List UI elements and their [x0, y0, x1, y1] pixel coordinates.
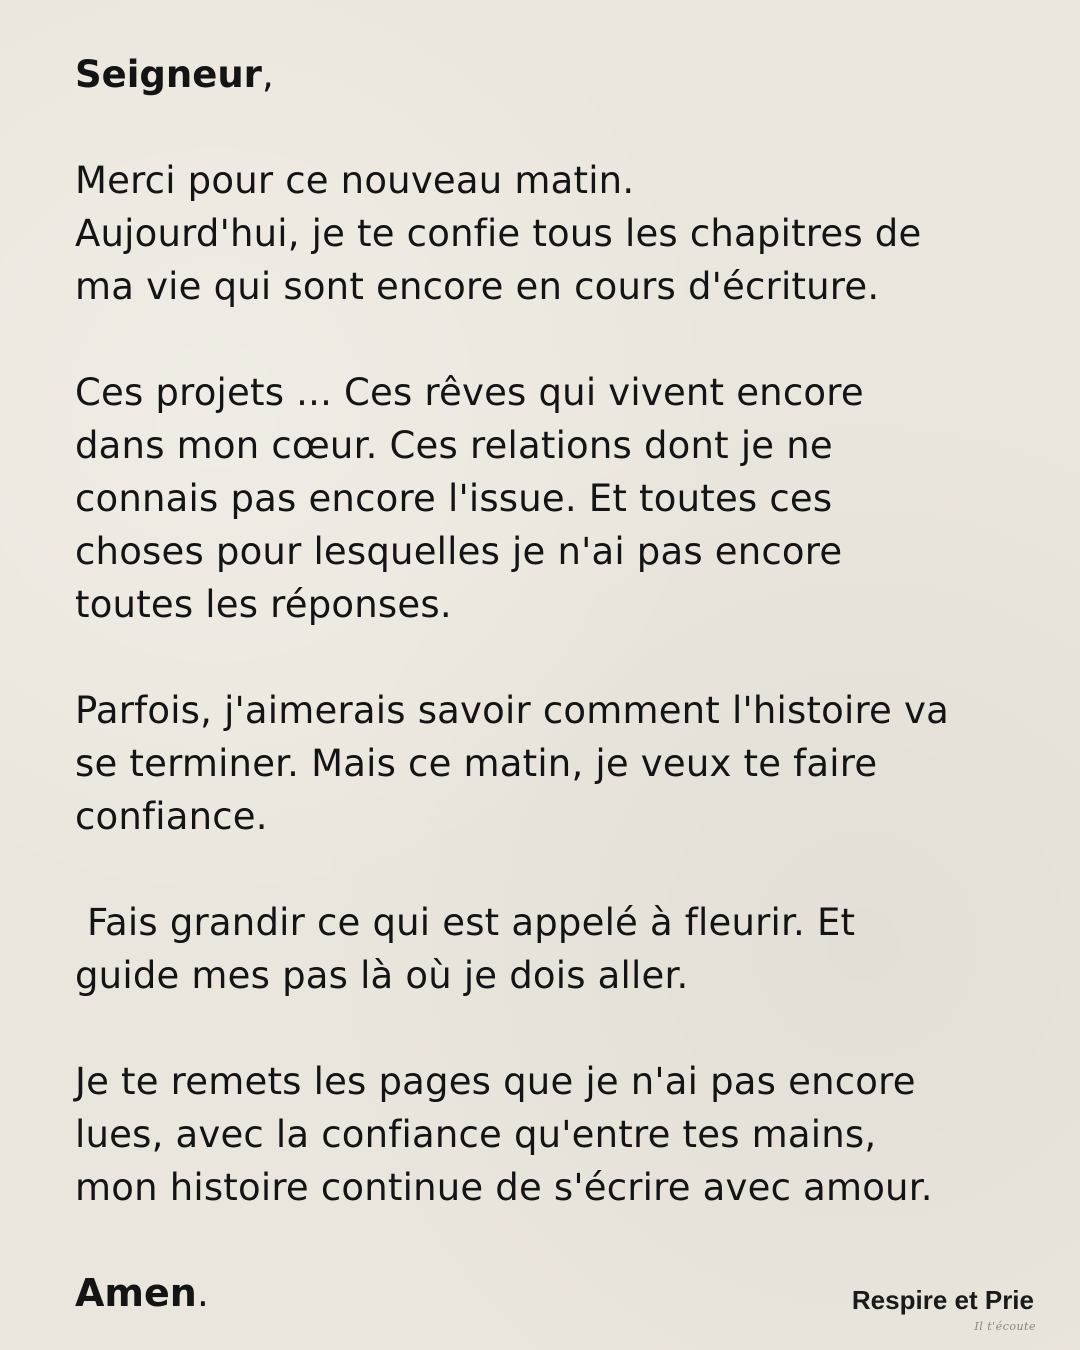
text-line: se terminer. Mais ce matin, je veux te faire [75, 742, 878, 785]
paragraph [75, 896, 1035, 1002]
text-line: guide mes pas là où je dois aller. [75, 954, 689, 997]
text-line: Parfois, j'aimerais savoir comment l'histoire va [75, 689, 949, 732]
paragraph [75, 366, 1035, 631]
closing-punct: . [196, 1271, 209, 1315]
paragraph [75, 1055, 1035, 1214]
text-line: Fais grandir ce qui est appelé à fleurir. Et [75, 901, 856, 944]
prayer-text [75, 48, 1035, 1214]
salutation [75, 48, 1035, 101]
text-line: confiance. [75, 795, 268, 838]
paragraph [75, 684, 1035, 843]
text-line: toutes les réponses. [75, 583, 452, 626]
brand-name: Respire et Prie [851, 1285, 1034, 1315]
text-line: Ces projets ... Ces rêves qui vivent encore [75, 371, 864, 414]
text-line: mon histoire continue de s'écrire avec amour. [75, 1166, 933, 1209]
salutation-name: Seigneur [75, 53, 262, 96]
closing-word: Amen [75, 1271, 197, 1315]
signature: Il t'écoute [974, 1320, 1036, 1333]
text-line: choses pour lesquelles je n'ai pas encore [75, 530, 843, 573]
text-line: dans mon cœur. Ces relations dont je ne [75, 424, 833, 467]
text-line: ma vie qui sont encore en cours d'écriture. [75, 265, 880, 308]
text-line: connais pas encore l'issue. Et toutes ces [75, 477, 833, 520]
paragraph [75, 154, 1035, 313]
closing-amen [75, 1268, 209, 1318]
text-line: lues, avec la confiance qu'entre tes mains, [75, 1113, 877, 1156]
text-line: Merci pour ce nouveau matin. [75, 159, 635, 202]
text-line: Je te remets les pages que je n'ai pas encore [75, 1060, 916, 1103]
salutation-punct: , [261, 53, 274, 96]
text-line: Aujourd'hui, je te confie tous les chapitres de [75, 212, 922, 255]
